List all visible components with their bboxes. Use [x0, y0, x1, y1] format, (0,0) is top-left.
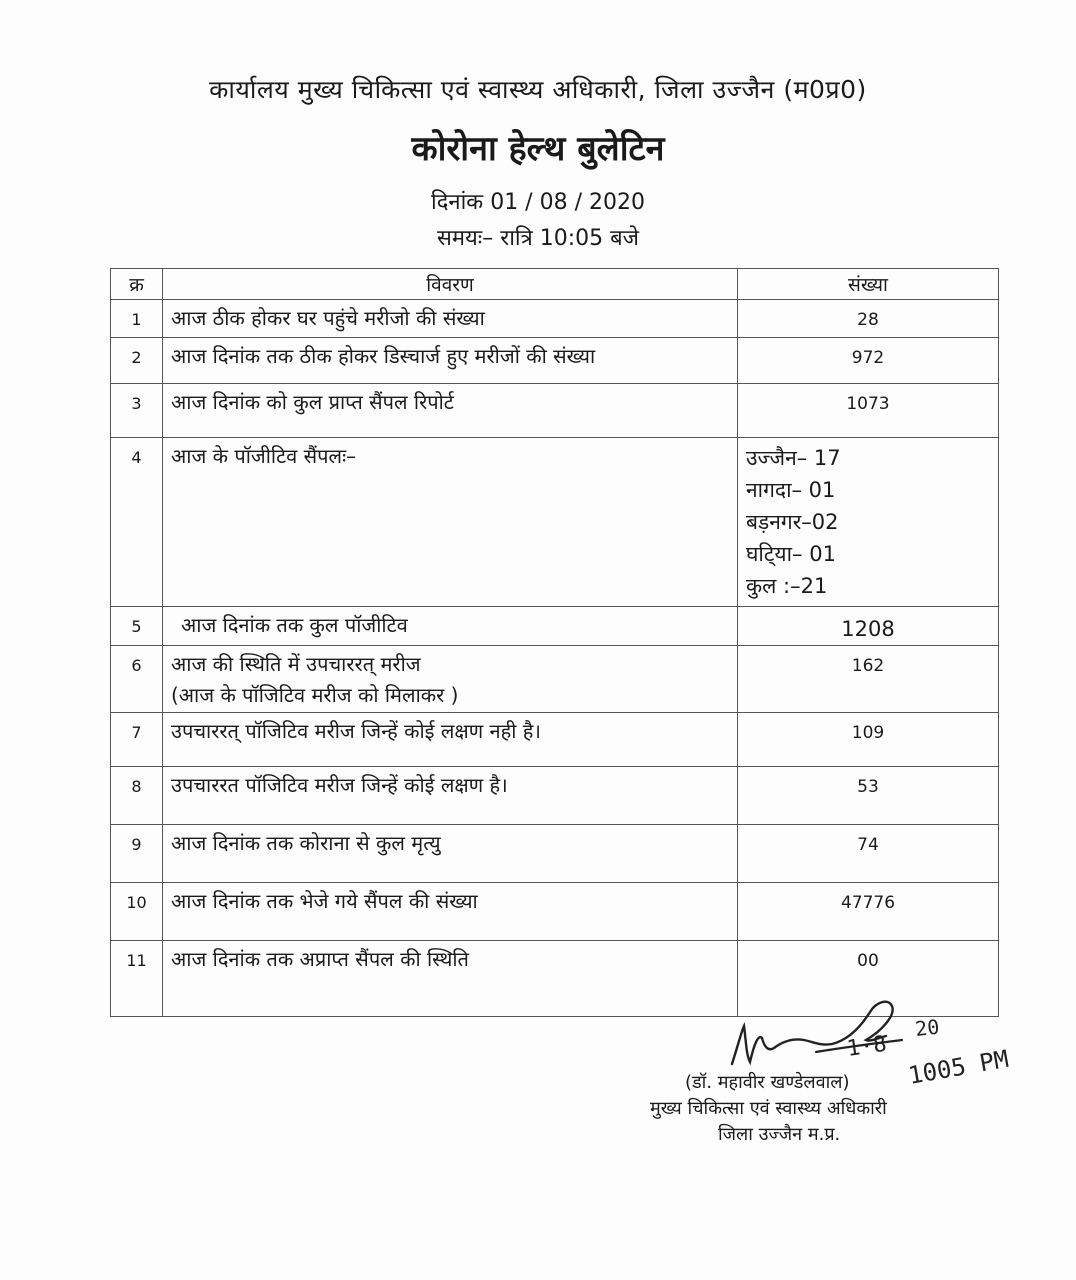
row-number: 11: [111, 941, 163, 1017]
column-header-no: क्र: [111, 269, 163, 300]
office-heading: कार्यालय मुख्य चिकित्सा एवं स्वास्थ्य अधिकारी, जिला उज्जैन (म0प्र0): [209, 75, 867, 104]
breakdown-ghatiya: घटि्या– 01: [746, 542, 836, 566]
row-count: 109: [738, 713, 999, 767]
table-row: [111, 646, 999, 713]
handwritten-year-note: 20: [914, 1014, 941, 1041]
row-description: आज दिनांक तक कुल पॉजीटिव: [163, 607, 738, 646]
table-row: [111, 607, 999, 646]
breakdown-badnagar: बड़नगर–02: [746, 510, 839, 534]
breakdown-nagda: नागदा– 01: [746, 478, 836, 502]
bulletin-title: कोरोना हेल्थ बुलेटिन: [411, 129, 665, 169]
row-number: 2: [111, 338, 163, 384]
row-description: आज दिनांक तक कोराना से कुल मृत्यु: [163, 825, 738, 883]
row-count: 28: [738, 300, 999, 338]
table-row: [111, 438, 999, 607]
table-row: [111, 883, 999, 941]
row-description: आज दिनांक को कुल प्राप्त सैंपल रिपोर्ट: [163, 384, 738, 438]
row-number: 4: [111, 438, 163, 607]
handwritten-date-note: 1·8: [845, 1031, 889, 1062]
handwritten-time-note: 1005 PM: [906, 1044, 1011, 1090]
row-count: 00: [738, 941, 999, 1017]
row-number: 5: [111, 607, 163, 646]
table-row: [111, 338, 999, 384]
row-count: 972: [738, 338, 999, 384]
row-number: 8: [111, 767, 163, 825]
row-description: उपचाररत पॉजिटिव मरीज जिन्हें कोई लक्षण है।: [163, 767, 738, 825]
row-count: 1073: [738, 384, 999, 438]
row-count: 53: [738, 767, 999, 825]
breakdown-ujjain: उज्जैन– 17: [746, 446, 841, 470]
row-sub-description: (आज के पॉजिटिव मरीज को मिलाकर ): [171, 683, 459, 707]
row-number: 6: [111, 646, 163, 713]
row-description: आज दिनांक तक ठीक होकर डिस्चार्ज हुए मरीजों की संख्या: [163, 338, 738, 384]
row-count: 1208: [738, 607, 999, 646]
breakdown-total: कुल :–21: [746, 574, 828, 598]
row-main-description: आज की स्थिति में उपचाररत् मरीज: [171, 652, 421, 676]
signatory-place: जिला उज्जैन म.प्र.: [718, 1124, 841, 1145]
table-header-row: [111, 269, 999, 300]
row-description: [163, 646, 738, 713]
row-description: आज के पॉजीटिव सैंपलः–: [163, 438, 738, 607]
column-header-description: विवरण: [163, 269, 738, 300]
row-number: 1: [111, 300, 163, 338]
bulletin-table: [110, 268, 999, 1017]
row-description: उपचाररत् पॉजिटिव मरीज जिन्हें कोई लक्षण नही है।: [163, 713, 738, 767]
row-count: 47776: [738, 883, 999, 941]
row-number: 10: [111, 883, 163, 941]
table-row: [111, 825, 999, 883]
row-count: 162: [738, 646, 999, 713]
bulletin-time: समयः– रात्रि 10:05 बजे: [436, 226, 640, 251]
row-description: आज दिनांक तक अप्राप्त सैंपल की स्थिति: [163, 941, 738, 1017]
table-row: [111, 300, 999, 338]
table-row: [111, 384, 999, 438]
positive-breakdown: [738, 438, 999, 607]
row-number: 7: [111, 713, 163, 767]
table-row: [111, 767, 999, 825]
signatory-name: (डॉ. महावीर खण्डेलवाल): [685, 1072, 850, 1093]
row-count: 74: [738, 825, 999, 883]
signatory-designation: मुख्य चिकित्सा एवं स्वास्थ्य अधिकारी: [650, 1098, 887, 1119]
row-description: आज ठीक होकर घर पहुंचे मरीजो की संख्या: [163, 300, 738, 338]
column-header-count: संख्या: [738, 269, 999, 300]
table-row: [111, 713, 999, 767]
bulletin-date: दिनांक 01 / 08 / 2020: [431, 190, 645, 215]
row-description: आज दिनांक तक भेजे गये सैंपल की संख्या: [163, 883, 738, 941]
row-number: 3: [111, 384, 163, 438]
row-number: 9: [111, 825, 163, 883]
